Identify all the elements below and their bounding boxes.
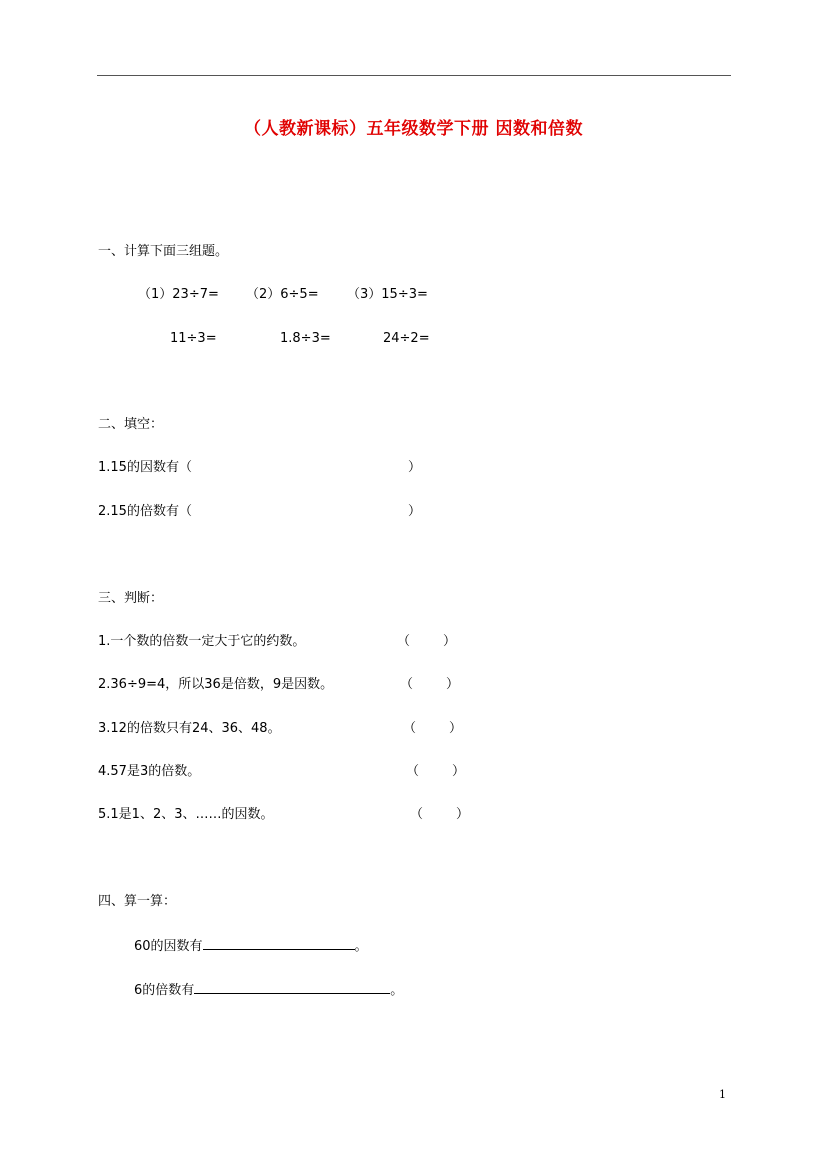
header-rule xyxy=(97,75,731,76)
calc-item-2-label: 6的倍数有 xyxy=(134,983,195,998)
fill-item-2-close: ） xyxy=(408,504,422,519)
judge-item-5-paren: （ ） xyxy=(410,807,470,822)
fill-item-1-close: ） xyxy=(408,460,422,475)
section-2-heading: 二、填空： xyxy=(98,417,164,432)
calc-item-1 xyxy=(134,937,368,955)
problem-2-1: （2）6÷5= xyxy=(246,287,319,302)
problem-3-1: （3）15÷3= xyxy=(347,287,428,302)
judge-item-1-paren: （ ） xyxy=(397,634,457,649)
judge-item-1: 1.一个数的倍数一定大于它的约数。 xyxy=(98,634,306,649)
judge-item-3-paren: （ ） xyxy=(403,721,463,736)
section-3-heading: 三、判断： xyxy=(98,591,164,606)
problem-3-2: 24÷2= xyxy=(383,331,430,346)
calc-item-1-answer-blank[interactable] xyxy=(203,937,355,950)
calc-item-2 xyxy=(134,981,403,999)
fill-item-1: 1.15的因数有（ xyxy=(98,460,192,475)
page-number: 1 xyxy=(719,1088,726,1101)
section-1-heading: 一、计算下面三组题。 xyxy=(98,244,229,259)
section-4-heading: 四、算一算： xyxy=(98,894,177,909)
problem-1-2: 11÷3= xyxy=(170,331,217,346)
calc-item-2-end: 。 xyxy=(390,983,404,998)
judge-item-4-paren: （ ） xyxy=(406,764,466,779)
judge-item-4: 4.57是3的倍数。 xyxy=(98,764,201,779)
calc-item-2-answer-blank[interactable] xyxy=(194,981,390,994)
judge-item-5: 5.1是1、2、3、……的因数。 xyxy=(98,807,274,822)
calc-item-1-label: 60的因数有 xyxy=(134,939,203,954)
fill-item-2: 2.15的倍数有（ xyxy=(98,504,192,519)
judge-item-2-paren: （ ） xyxy=(400,677,460,692)
problem-1-1: （1）23÷7= xyxy=(138,287,219,302)
page-title: （人教新课标）五年级数学下册 因数和倍数 xyxy=(244,119,583,139)
judge-item-3: 3.12的倍数只有24、36、48。 xyxy=(98,721,281,736)
judge-item-2: 2.36÷9=4，所以36是倍数，9是因数。 xyxy=(98,677,334,692)
problem-2-2: 1.8÷3= xyxy=(280,331,331,346)
calc-item-1-end: 。 xyxy=(354,939,368,954)
